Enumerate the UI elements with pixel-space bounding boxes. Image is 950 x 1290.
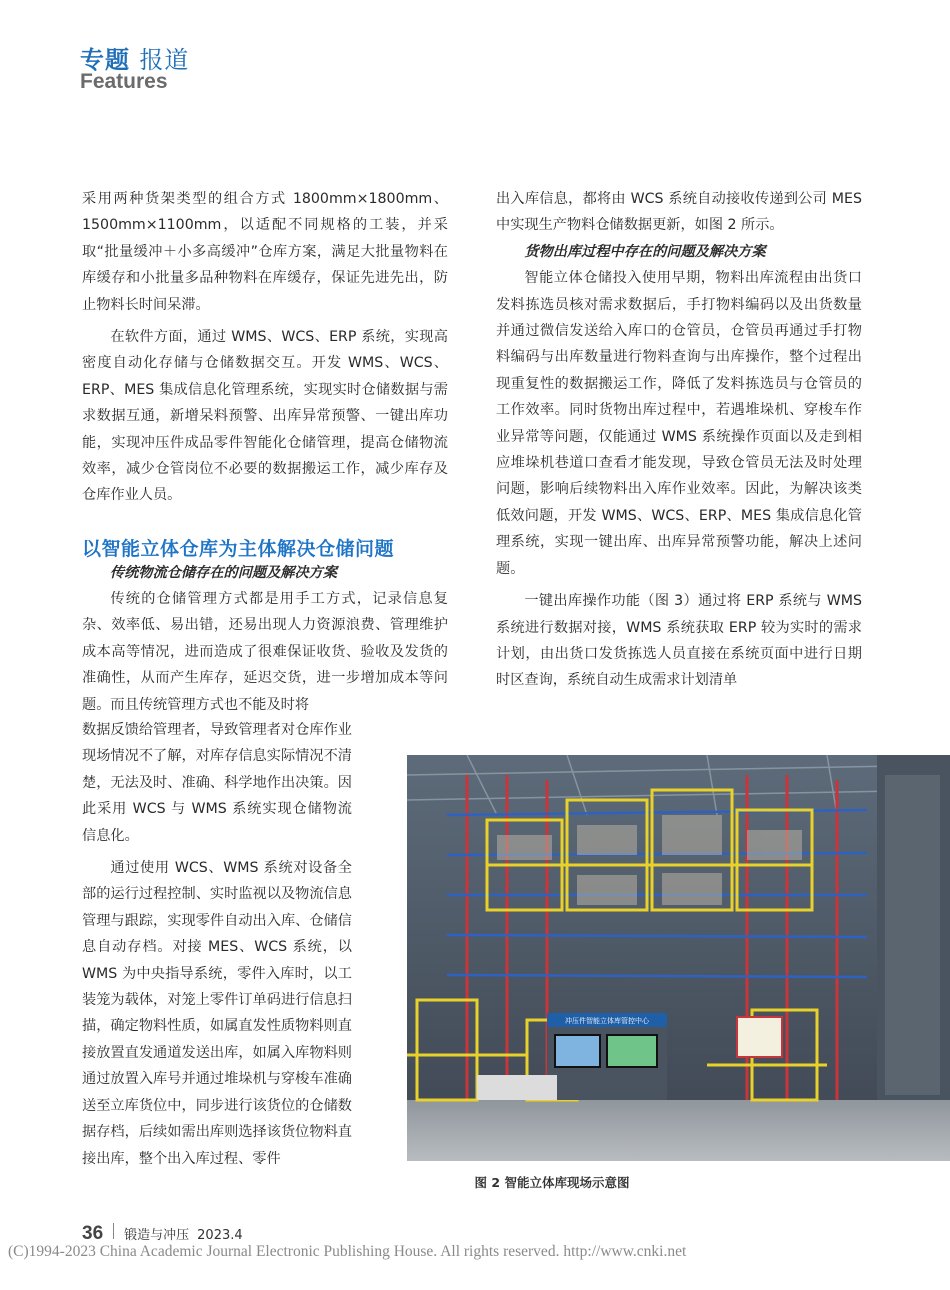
left-column-top xyxy=(82,186,448,509)
paragraph: 智能立体仓储投入使用早期，物料出库流程由出货口发料拣选员核对需求数据后，手打物料编码以及出货数量并通过微信发送给入库口的仓管员，仓管员再通过手打物料编码与出库数量进行物料查询与出库操作，整个过程出现重复性的数据搬运工作，降低了发料拣选员与仓管员的工作效率。同时货物出库过程中，若遇堆垛机、穿梭车作业异常等问题，仅能通过 WMS 系统操作页面以及走到相应堆垛机巷道口查看才能发现，导致仓管员无法及时处理问题，影响后续物料出入库作业效率。因此，为解决该类低效问题，开发 WMS、WCS、ERP、MES 集成信息化管理系统，实现一键出库、出库异常预警功能，解决上述问题。 xyxy=(496,270,862,577)
paragraph: 数据反馈给管理者，导致管理者对仓库作业现场情况不了解，对库存信息实际情况不清楚，无法及时、准确、科学地作出决策。因此采用 WCS 与 WMS 系统实现仓储物流信息化。 xyxy=(82,722,352,844)
section-label-light: 报道 xyxy=(139,46,190,74)
paragraph: 出入库信息，都将由 WCS 系统自动接收传递到公司 MES 中实现生产物料仓储数据更新，如图 2 所示。 xyxy=(496,191,862,234)
page-number: 36 xyxy=(82,1223,104,1244)
page-footer xyxy=(82,1223,243,1245)
footer-divider xyxy=(113,1223,114,1239)
left-column-mid xyxy=(82,586,448,718)
control-center-sign: 冲压件智能立体库管控中心 xyxy=(565,1017,649,1025)
section-heading: 以智能立体仓库为主体解决仓储问题 xyxy=(82,538,395,560)
section-label-en: Features xyxy=(80,70,168,93)
subheading-left: 传统物流仓储存在的问题及解决方案 xyxy=(110,565,338,581)
paragraph: 采用两种货架类型的组合方式 1800mm×1800mm、1500mm×1100mm，以适配不同规格的工装，并采取“批量缓冲＋小多高缓冲”仓库方案，满足大批量物料在库缓存和小批量多品种物料在库缓存，保证先进先出，防止物料长时间呆滞。 xyxy=(82,191,448,313)
section-label-bold: 专题 xyxy=(80,46,130,74)
subheading-right: 货物出库过程中存在的问题及解决方案 xyxy=(524,243,766,260)
magazine-name: 锻造与冲压 xyxy=(124,1228,190,1243)
paragraph: 传统的仓储管理方式都是用手工方式，记录信息复杂、效率低、易出错，还易出现人力资源浪费、管理维护成本高等情况，进而造成了很难保证收货、验收及发货的准确性，从而产生库存，延迟交货，进一步增加成本等问题。而且传统管理方式也不能及时将 xyxy=(82,591,448,713)
paragraph: 一键出库操作功能（图 3）通过将 ERP 系统与 WMS 系统进行数据对接，WMS 系统获取 ERP 较为实时的需求计划，由出货口发货拣选人员直接在系统页面中进行日期时区查询，系统自动生成需求计划清单 xyxy=(496,593,862,689)
paragraph: 在软件方面，通过 WMS、WCS、ERP 系统，实现高密度自动化存储与仓储数据交互。开发 WMS、WCS、ERP、MES 集成信息化管理系统，实现实时仓储数据与需求数据互通，新增呆料预警、出库异常预警、一键出库功能，实现冲压件成品零件智能化仓储管理，提高仓储物流效率，减少仓管岗位不必要的数据搬运工作，减少库存及仓库作业人员。 xyxy=(82,329,448,504)
warehouse-photo xyxy=(407,755,950,1161)
warehouse-illustration xyxy=(407,755,950,1161)
right-column xyxy=(496,186,862,694)
left-column-narrow xyxy=(82,717,352,1172)
figure-caption: 图 2 智能立体库现场示意图 xyxy=(474,1175,630,1190)
copyright-notice: (C)1994-2023 China Academic Journal Electronic Publishing House. All rights reserved. http://www.cnki.net xyxy=(8,1243,687,1260)
issue-number: 2023.4 xyxy=(197,1228,243,1243)
paragraph: 通过使用 WCS、WMS 系统对设备全部的运行过程控制、实时监视以及物流信息管理与跟踪，实现零件自动出入库、仓储信息自动存档。对接 MES、WCS 系统，以 WMS 为中央指导系统，零件入库时，以工装笼为载体，对笼上零件订单码进行信息扫描，确定物料性质，如属直发性质物料则直接放置直发通道发送出库，如属入库物料则通过放置入库号并通过堆垛机与穿梭车准确送至立库货位中，同步进行该货位的仓储数据存档，后续如需出库则选择该货位物料直接出库，整个出入库过程、零件 xyxy=(82,860,352,1167)
